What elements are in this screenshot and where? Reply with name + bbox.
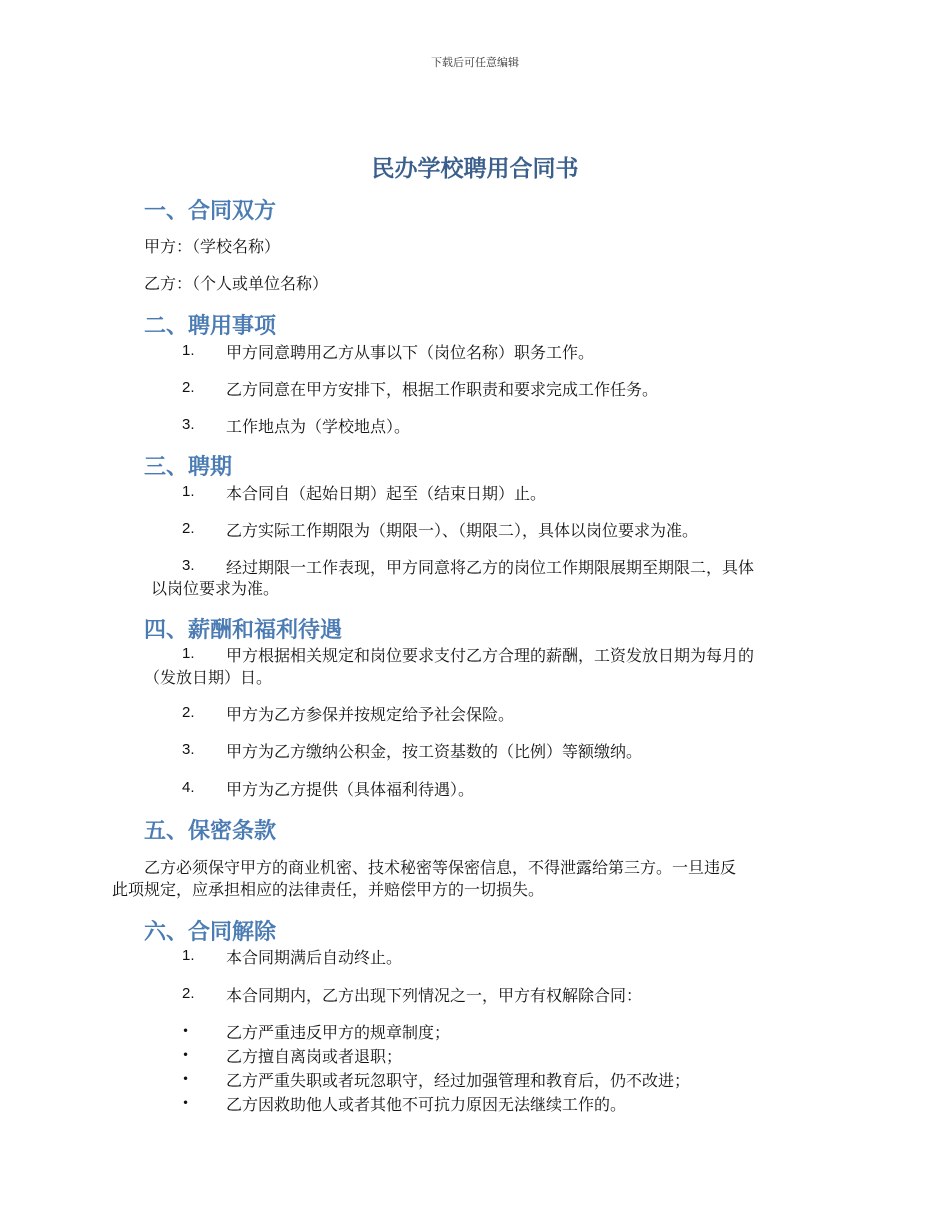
- bullet-item: [0, 1020, 950, 1042]
- list-text-continuation: （发放日期）日。: [144, 668, 273, 687]
- header-note: 下载后可任意编辑: [431, 56, 519, 69]
- list-item: [0, 702, 950, 724]
- list-number: 3.: [182, 557, 195, 574]
- list-number: 3.: [182, 416, 195, 433]
- list-number: 2.: [182, 985, 195, 1002]
- list-text: 经过期限一工作表现，甲方同意将乙方的岗位工作期限展期至期限二，具体: [226, 558, 755, 577]
- list-item: [0, 340, 950, 362]
- list-item: [0, 414, 950, 436]
- list-item: [0, 377, 950, 399]
- section-heading-salary: 四、薪酬和福利待遇: [144, 618, 343, 643]
- list-item: [0, 643, 950, 687]
- bullet-text: 乙方严重失职或者玩忽职守，经过加强管理和教育后，仍不改进；: [226, 1071, 691, 1090]
- section-heading-employment: 二、聘用事项: [144, 314, 277, 339]
- list-item: [0, 518, 950, 540]
- bullet-mark: •: [182, 1096, 190, 1110]
- section-heading-termination: 六、合同解除: [144, 920, 277, 945]
- bullet-mark: •: [182, 1072, 190, 1086]
- list-text: 乙方实际工作期限为（期限一）、（期限二），具体以岗位要求为准。: [226, 521, 699, 540]
- list-text: 乙方同意在甲方安排下，根据工作职责和要求完成工作任务。: [226, 380, 659, 399]
- list-text: 本合同期满后自动终止。: [226, 948, 403, 967]
- bullet-item: [0, 1068, 950, 1090]
- list-number: 4.: [182, 779, 195, 796]
- bullet-text: 乙方擅自离岗或者退职；: [226, 1047, 403, 1066]
- list-item: [0, 555, 950, 599]
- list-item: [0, 777, 950, 799]
- list-text: 工作地点为（学校地点）。: [226, 417, 411, 436]
- list-number: 1.: [182, 342, 195, 359]
- bullet-item: [0, 1092, 950, 1114]
- list-text: 甲方为乙方提供（具体福利待遇）。: [226, 780, 475, 799]
- list-number: 1.: [182, 645, 195, 662]
- party-a-line: 甲方：（学校名称）: [144, 237, 281, 256]
- list-text: 甲方为乙方缴纳公积金，按工资基数的（比例）等额缴纳。: [226, 742, 643, 761]
- list-number: 2.: [182, 379, 195, 396]
- list-number: 2.: [182, 520, 195, 537]
- list-number: 1.: [182, 483, 195, 500]
- list-text: 甲方为乙方参保并按规定给予社会保险。: [226, 705, 515, 724]
- bullet-mark: •: [182, 1024, 190, 1038]
- list-number: 2.: [182, 704, 195, 721]
- confidentiality-line-1: 乙方必须保守甲方的商业机密、技术秘密等保密信息，不得泄露给第三方。一旦违反: [144, 858, 737, 877]
- list-number: 1.: [182, 947, 195, 964]
- bullet-text: 乙方因救助他人或者其他不可抗力原因无法继续工作的。: [226, 1095, 627, 1114]
- list-item: [0, 983, 950, 1005]
- bullet-text: 乙方严重违反甲方的规章制度；: [226, 1023, 451, 1042]
- list-item: [0, 481, 950, 503]
- list-text: 甲方根据相关规定和岗位要求支付乙方合理的薪酬，工资发放日期为每月的: [226, 646, 755, 665]
- list-text: 甲方同意聘用乙方从事以下（岗位名称）职务工作。: [226, 343, 595, 362]
- list-number: 3.: [182, 741, 195, 758]
- bullet-mark: •: [182, 1048, 190, 1062]
- document-title: 民办学校聘用合同书: [371, 156, 579, 182]
- list-item: [0, 739, 950, 761]
- list-text-continuation: 以岗位要求为准。: [151, 579, 280, 598]
- section-heading-parties: 一、合同双方: [144, 199, 277, 224]
- list-text: 本合同自（起始日期）起至（结束日期）止。: [226, 484, 547, 503]
- section-heading-confidentiality: 五、保密条款: [144, 819, 277, 844]
- confidentiality-line-2: 此项规定，应承担相应的法律责任，并赔偿甲方的一切损失。: [112, 880, 545, 899]
- section-heading-term: 三、聘期: [144, 455, 233, 480]
- party-b-line: 乙方：（个人或单位名称）: [144, 274, 329, 293]
- bullet-item: [0, 1044, 950, 1066]
- list-item: [0, 945, 950, 967]
- list-text: 本合同期内，乙方出现下列情况之一，甲方有权解除合同：: [226, 986, 643, 1005]
